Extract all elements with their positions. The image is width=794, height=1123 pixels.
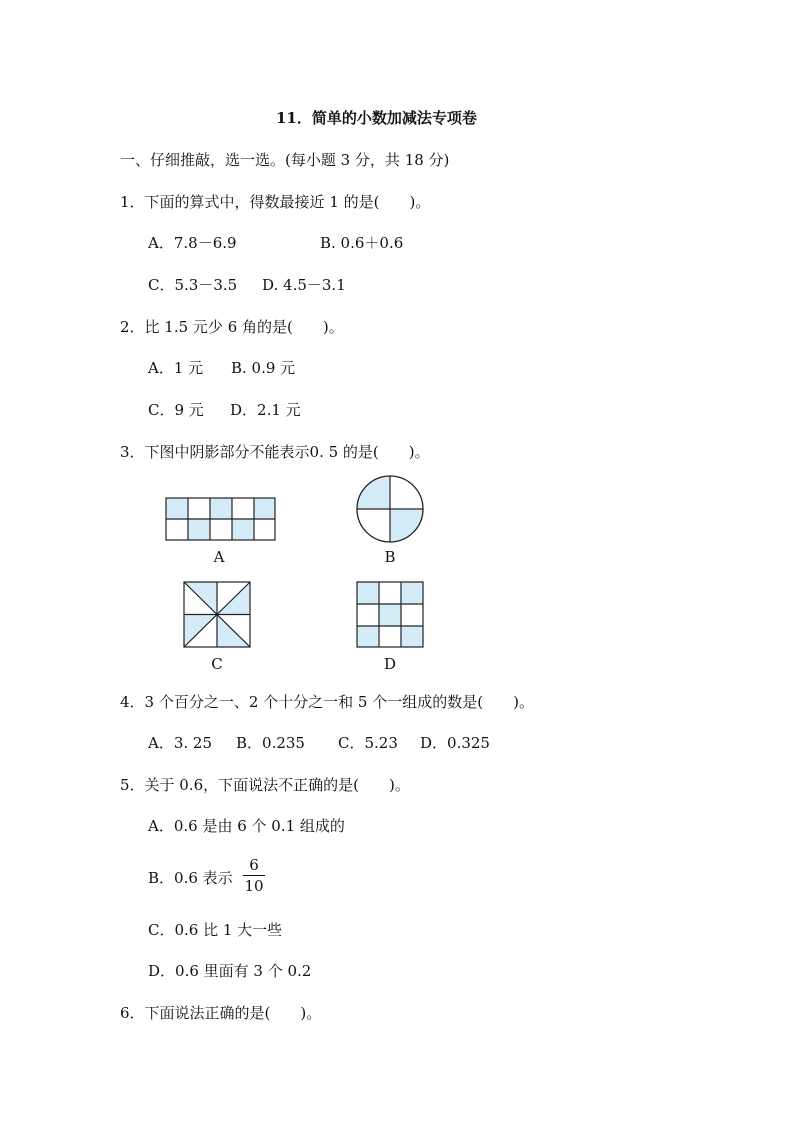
question-3-stem: 3．下图中阴影部分不能表示0. 5 的是( )。 xyxy=(120,443,430,461)
q2-option-d[interactable]: D．2.1 元 xyxy=(230,401,301,419)
q2-option-b[interactable]: B. 0.9 元 xyxy=(231,359,296,377)
q5-option-b[interactable]: B．0.6 表示 xyxy=(148,869,233,887)
q4-option-a[interactable]: A．3. 25 xyxy=(148,734,212,752)
figure-b-label: B xyxy=(384,548,396,566)
figure-b-circle[interactable] xyxy=(355,474,425,544)
question-1-stem: 1．下面的算式中，得数最接近 1 的是( )。 xyxy=(120,193,431,211)
q5-option-b-fraction xyxy=(243,856,265,895)
question-2-stem: 2．比 1.5 元少 6 角的是( )。 xyxy=(120,318,344,336)
q5-option-d[interactable]: D．0.6 里面有 3 个 0.2 xyxy=(148,962,312,980)
q4-option-c[interactable]: C．5.23 xyxy=(338,734,398,752)
figure-a-label: A xyxy=(213,548,225,566)
page-title: 11．简单的小数加减法专项卷 xyxy=(276,109,477,127)
q1-option-a[interactable]: A．7.8－6.9 xyxy=(148,234,237,252)
fraction-numerator: 6 xyxy=(249,856,259,874)
q5-option-c[interactable]: C．0.6 比 1 大一些 xyxy=(148,921,283,939)
question-5-stem: 5．关于 0.6，下面说法不正确的是( )。 xyxy=(120,776,410,794)
question-6-stem: 6．下面说法正确的是( )。 xyxy=(120,1004,322,1022)
fraction-bar xyxy=(243,875,265,876)
q1-option-b[interactable]: B. 0.6＋0.6 xyxy=(320,234,404,252)
section-heading: 一、仔细推敲，选一选。(每小题 3 分，共 18 分) xyxy=(120,151,450,169)
q1-option-d[interactable]: D. 4.5－3.1 xyxy=(262,276,346,294)
figure-d-grid[interactable] xyxy=(356,581,424,648)
figure-d-label: D xyxy=(383,655,397,673)
q4-option-b[interactable]: B．0.235 xyxy=(236,734,305,752)
fraction-denominator: 10 xyxy=(244,877,264,895)
q1-option-c[interactable]: C．5.3－3.5 xyxy=(148,276,238,294)
figure-a-grid[interactable] xyxy=(165,497,277,543)
q5-option-a[interactable]: A．0.6 是由 6 个 0.1 组成的 xyxy=(148,817,345,835)
q4-option-d[interactable]: D．0.325 xyxy=(420,734,490,752)
q2-option-a[interactable]: A．1 元 xyxy=(148,359,204,377)
q2-option-c[interactable]: C．9 元 xyxy=(148,401,204,419)
question-4-stem: 4．3 个百分之一、2 个十分之一和 5 个一组成的数是( )。 xyxy=(120,693,534,711)
figure-c-square[interactable] xyxy=(183,581,251,648)
figure-c-label: C xyxy=(211,655,223,673)
